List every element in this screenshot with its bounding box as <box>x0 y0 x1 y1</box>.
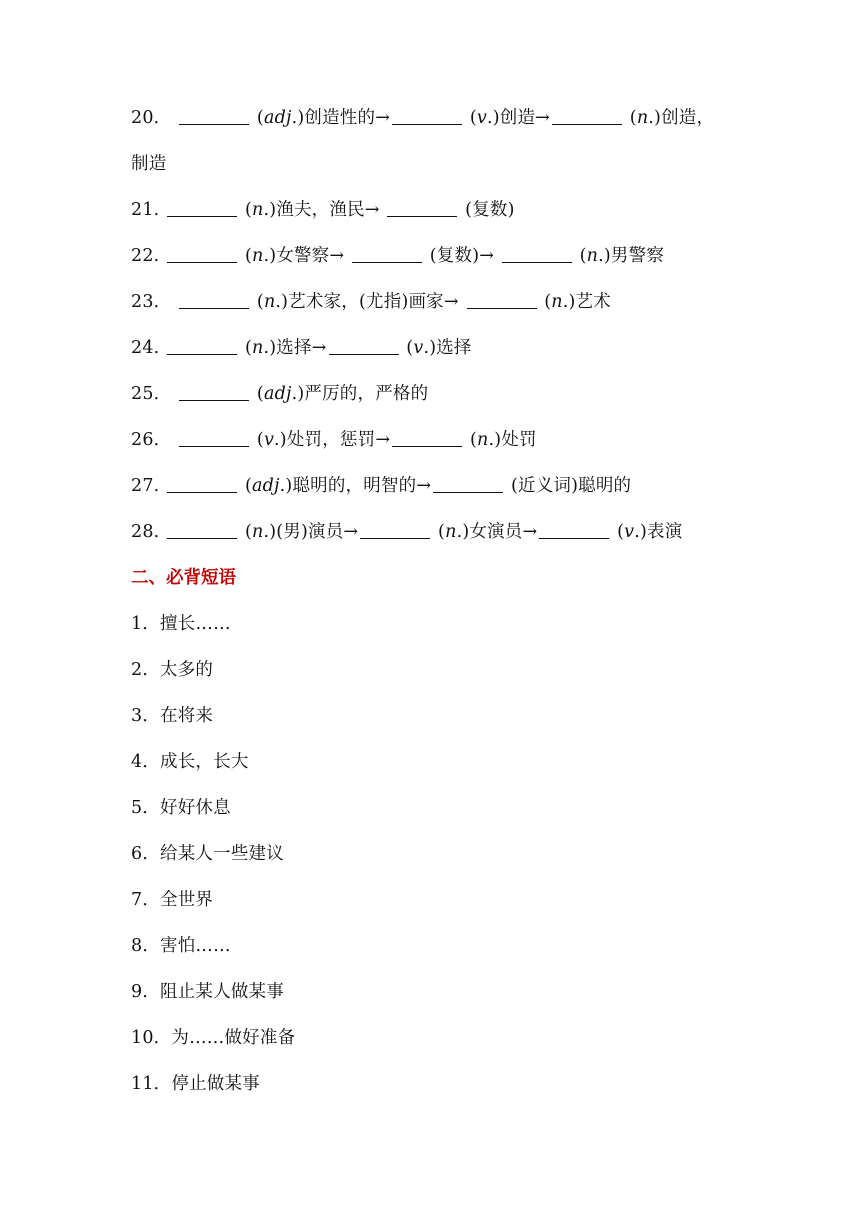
phrase-item: 5．好好休息 <box>131 798 231 818</box>
item-text: ( <box>464 108 477 128</box>
answer-blank[interactable] <box>179 384 249 401</box>
answer-blank[interactable] <box>539 522 609 539</box>
item-text: ( <box>464 430 477 450</box>
answer-blank[interactable] <box>387 200 457 217</box>
vocab-item-24 <box>131 336 472 360</box>
vocab-item-20 <box>131 106 714 130</box>
phrase-item: 9．阻止某人做某事 <box>131 982 284 1002</box>
answer-blank[interactable] <box>179 430 249 447</box>
section-title-phrases: 二、必背短语 <box>131 568 236 588</box>
vocab-item-23 <box>131 290 611 314</box>
part-of-speech: v <box>624 522 635 542</box>
item-text: ( <box>624 108 637 128</box>
phrase-item: 7．全世界 <box>131 890 214 910</box>
part-of-speech: n <box>586 246 599 266</box>
item-text: .)创造性的→ <box>291 108 391 128</box>
item-text: ( <box>239 246 252 266</box>
item-text: ( <box>251 384 264 404</box>
phrase-item: 4．成长，长大 <box>131 752 249 772</box>
item-number: 22. <box>131 246 166 266</box>
item-text: ( <box>251 108 264 128</box>
item-text: ( <box>239 522 252 542</box>
phrase-item: 11．停止做某事 <box>131 1074 260 1094</box>
part-of-speech: n <box>252 200 264 220</box>
answer-blank[interactable] <box>502 246 572 263</box>
answer-blank[interactable] <box>352 246 422 263</box>
item-number: 21. <box>131 200 166 220</box>
item-text: .)创造→ <box>486 108 551 128</box>
item-text: ( <box>432 522 446 542</box>
answer-blank[interactable] <box>167 338 237 355</box>
item-text: .)选择 <box>423 338 472 358</box>
part-of-speech: n <box>445 522 457 542</box>
item-text: ( <box>400 338 414 358</box>
phrase-item: 3．在将来 <box>131 706 214 726</box>
answer-blank[interactable] <box>179 292 249 309</box>
answer-blank[interactable] <box>179 108 249 125</box>
item-text: ( <box>251 292 264 312</box>
phrase-item: 8．害怕…… <box>131 936 231 956</box>
item-text: .)处罚 <box>488 430 537 450</box>
item-text: .)选择→ <box>263 338 327 358</box>
phrase-item: 1．擅长…… <box>131 614 231 634</box>
answer-blank[interactable] <box>360 522 430 539</box>
part-of-speech: adj <box>252 476 280 496</box>
item-text: .)艺术 <box>562 292 611 312</box>
part-of-speech: n <box>252 246 264 266</box>
item-text: .)艺术家，(尤指)画家→ <box>275 292 465 312</box>
part-of-speech: n <box>551 292 563 312</box>
vocab-item-21 <box>131 198 515 222</box>
item-number: 28. <box>131 522 166 542</box>
part-of-speech: v <box>263 430 275 450</box>
item-text: .)女演员→ <box>456 522 538 542</box>
vocab-item-20-continuation: 制造 <box>131 154 167 174</box>
item-number: 23． <box>131 292 178 312</box>
phrase-item: 6．给某人一些建议 <box>131 844 284 864</box>
item-text: ( <box>611 522 625 542</box>
item-text: .)表演 <box>634 522 683 542</box>
answer-blank[interactable] <box>329 338 399 355</box>
answer-blank[interactable] <box>167 200 237 217</box>
part-of-speech: adj <box>263 384 292 404</box>
item-text: .)聪明的，明智的→ <box>279 476 432 496</box>
item-text: ( <box>538 292 552 312</box>
item-text: .)男警察 <box>598 246 665 266</box>
item-text: (复数) <box>459 200 515 220</box>
item-text: ( <box>573 246 587 266</box>
item-text: (近义词)聪明的 <box>505 476 632 496</box>
item-text: .)创造， <box>648 108 715 128</box>
item-number: 27. <box>131 476 166 496</box>
item-text: ( <box>239 476 252 496</box>
answer-blank[interactable] <box>467 292 537 309</box>
phrase-item: 10．为……做好准备 <box>131 1028 296 1048</box>
item-text: .)(男)演员→ <box>263 522 359 542</box>
answer-blank[interactable] <box>167 476 237 493</box>
item-text: .)处罚，惩罚→ <box>274 430 391 450</box>
vocab-item-25 <box>131 382 428 406</box>
part-of-speech: v <box>413 338 424 358</box>
vocab-item-27 <box>131 474 631 498</box>
item-text: .)严厉的，严格的 <box>291 384 429 404</box>
part-of-speech: n <box>636 108 649 128</box>
item-number: 26． <box>131 430 178 450</box>
answer-blank[interactable] <box>167 522 237 539</box>
part-of-speech: n <box>252 338 264 358</box>
answer-blank[interactable] <box>392 108 462 125</box>
item-text: ( <box>239 338 252 358</box>
answer-blank[interactable] <box>552 108 622 125</box>
part-of-speech: v <box>476 108 487 128</box>
vocab-item-22 <box>131 244 664 268</box>
part-of-speech: n <box>252 522 264 542</box>
item-number: 25． <box>131 384 178 404</box>
part-of-speech: n <box>263 292 276 312</box>
part-of-speech: adj <box>263 108 292 128</box>
part-of-speech: n <box>476 430 489 450</box>
item-number: 20． <box>131 108 178 128</box>
item-text: .)女警察→ <box>263 246 351 266</box>
phrase-item: 2．太多的 <box>131 660 214 680</box>
item-text: (复数)→ <box>424 246 500 266</box>
answer-blank[interactable] <box>433 476 503 493</box>
item-number: 24. <box>131 338 166 358</box>
item-text: ( <box>251 430 264 450</box>
vocab-item-28 <box>131 520 682 544</box>
item-text: .)渔夫，渔民→ <box>263 200 386 220</box>
vocab-item-26 <box>131 428 537 452</box>
answer-blank[interactable] <box>392 430 462 447</box>
item-text: ( <box>239 200 252 220</box>
answer-blank[interactable] <box>167 246 237 263</box>
